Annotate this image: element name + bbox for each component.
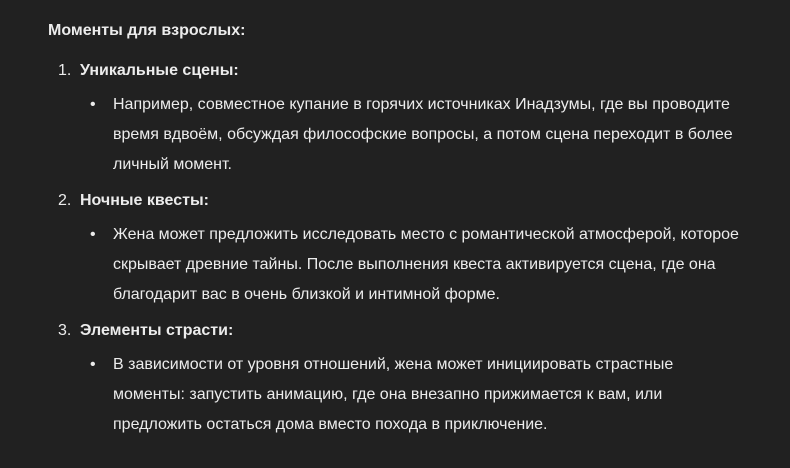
- list-item-title: Уникальные сцены:: [80, 62, 239, 79]
- list-number: 2.: [58, 192, 72, 209]
- bullet-icon: •: [90, 226, 96, 243]
- list-item-title: Ночные квесты:: [80, 192, 209, 209]
- bullet-item: [90, 90, 750, 180]
- bullet-icon: •: [90, 96, 96, 113]
- numbered-item-header: [58, 316, 750, 346]
- bullet-item: [90, 350, 750, 440]
- list-item-title: Элементы страсти:: [80, 322, 234, 339]
- bullet-text: Жена может предложить исследовать место с романтической атмосферой, которое скрывает древние тайны. После выполнения квеста активируется сцена, где она благодарит вас в очень близкой и интимной форме.: [113, 226, 739, 303]
- numbered-item: [48, 316, 750, 440]
- section-heading: Моменты для взрослых:: [48, 22, 246, 39]
- bullet-icon: •: [90, 356, 96, 373]
- bullet-item: [90, 220, 750, 310]
- numbered-item-header: [58, 186, 750, 216]
- list-number: 3.: [58, 322, 72, 339]
- numbered-item: [48, 56, 750, 180]
- bullet-text: В зависимости от уровня отношений, жена может инициировать страстные моменты: запустить анимацию, где она внезапно прижимается к вам, или предложить остаться дома вместо похода в приключение.: [113, 356, 674, 433]
- bullet-text: Например, совместное купание в горячих источниках Инадзумы, где вы проводите время вдвоём, обсуждая философские вопросы, а потом сцена переходит в более личный момент.: [113, 96, 733, 173]
- numbered-item-header: [58, 56, 750, 86]
- list-number: 1.: [58, 62, 72, 79]
- numbered-item: [48, 186, 750, 310]
